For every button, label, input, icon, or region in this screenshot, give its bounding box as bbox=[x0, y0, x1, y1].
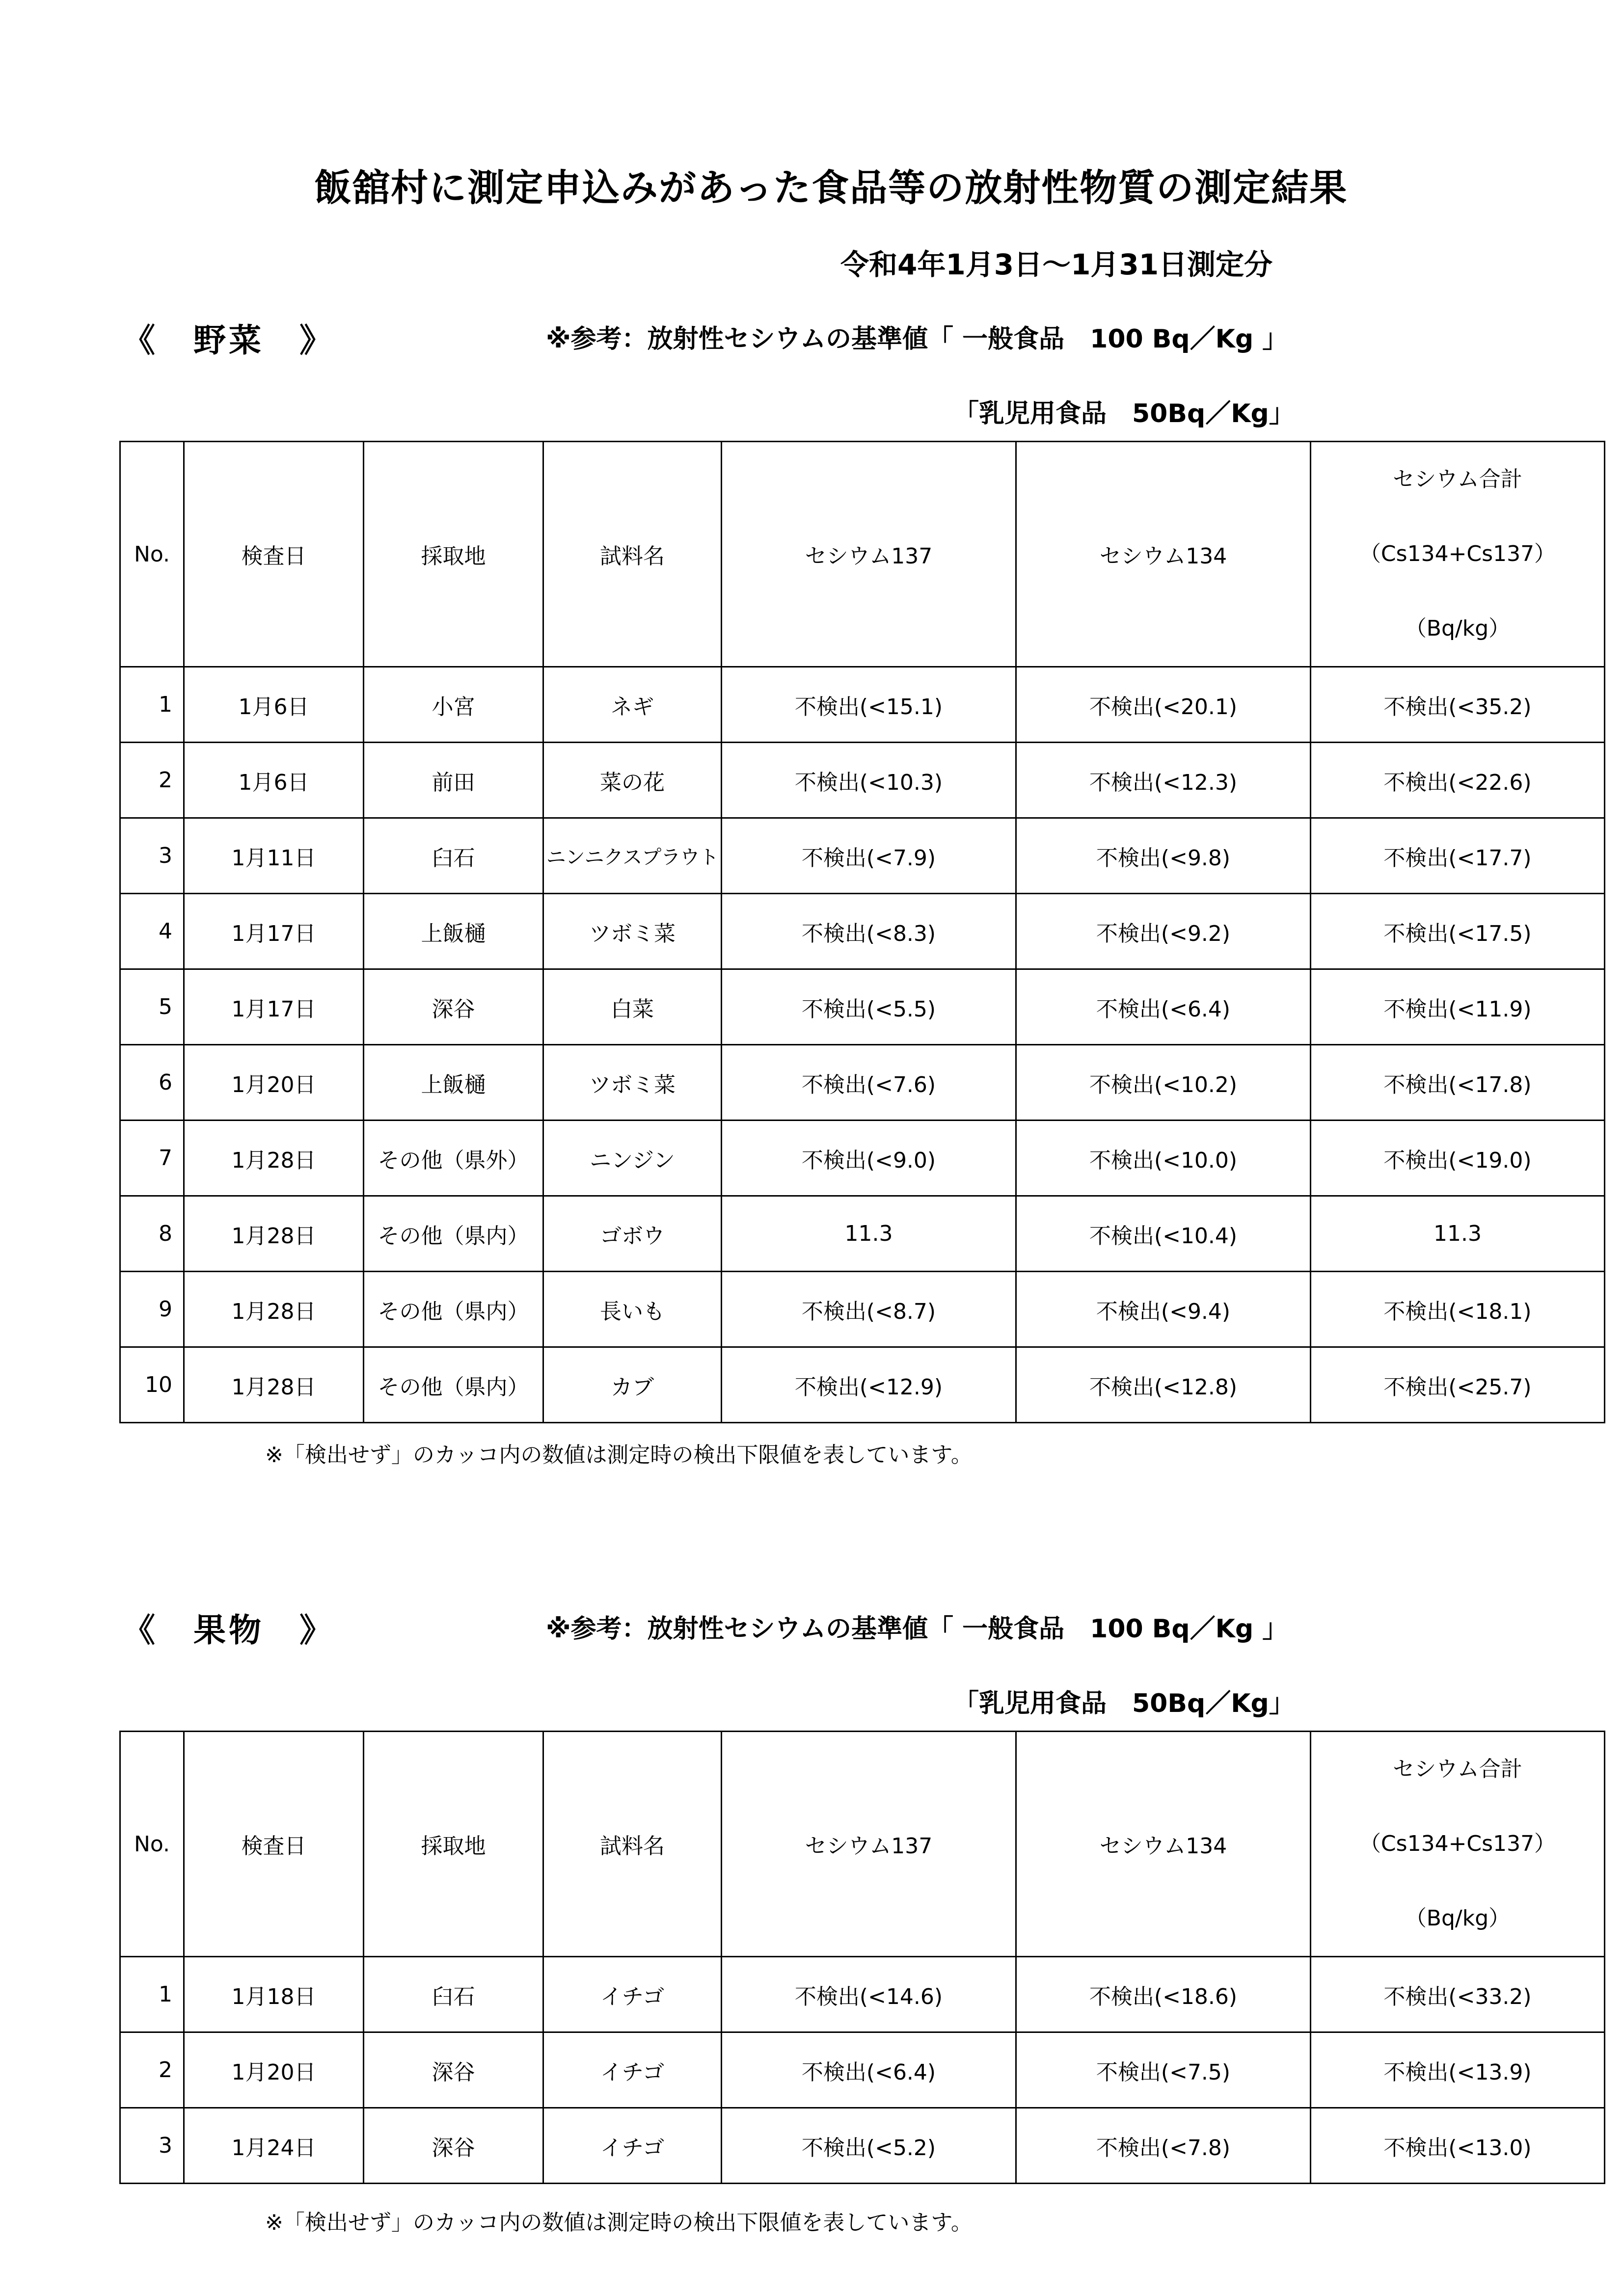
cell-no: 2 bbox=[120, 743, 184, 818]
cell-cs137: 不検出(<7.9) bbox=[722, 818, 1016, 894]
cell-cs134: 不検出(<7.5) bbox=[1016, 2032, 1311, 2108]
section-heading-fruits: 《 果物 》 bbox=[123, 1611, 335, 1649]
reference-standard-general: ※参考：放射性セシウムの基準値「 一般食品 100 Bq／Kg 」 bbox=[546, 324, 1288, 354]
cell-location: その他（県内） bbox=[364, 1272, 543, 1347]
cell-sample: ニンジン bbox=[543, 1121, 722, 1196]
cell-cs137: 不検出(<5.2) bbox=[722, 2108, 1016, 2184]
header-total-formula: （Cs134+Cs137） bbox=[1359, 541, 1556, 566]
cell-cs134: 不検出(<18.6) bbox=[1016, 1957, 1311, 2032]
cell-total: 11.3 bbox=[1311, 1196, 1605, 1272]
cell-date: 1月20日 bbox=[184, 1045, 364, 1121]
cell-no: 1 bbox=[120, 667, 184, 743]
cell-sample: ネギ bbox=[543, 667, 722, 743]
table-row bbox=[120, 1045, 1605, 1121]
header-location: 採取地 bbox=[364, 442, 543, 667]
cell-no: 3 bbox=[120, 818, 184, 894]
cell-no: 7 bbox=[120, 1121, 184, 1196]
cell-sample: ゴボウ bbox=[543, 1196, 722, 1272]
cell-cs134: 不検出(<12.3) bbox=[1016, 743, 1311, 818]
cell-cs134: 不検出(<9.2) bbox=[1016, 894, 1311, 969]
header-cs137: セシウム137 bbox=[722, 442, 1016, 667]
cell-date: 1月17日 bbox=[184, 894, 364, 969]
cell-cs134: 不検出(<6.4) bbox=[1016, 969, 1311, 1045]
header-date: 検査日 bbox=[184, 1732, 364, 1957]
reference-standard-general: ※参考：放射性セシウムの基準値「 一般食品 100 Bq／Kg 」 bbox=[546, 1614, 1288, 1644]
cell-cs137: 不検出(<12.9) bbox=[722, 1347, 1016, 1423]
cell-cs137: 不検出(<10.3) bbox=[722, 743, 1016, 818]
header-total-formula: （Cs134+Cs137） bbox=[1359, 1831, 1556, 1856]
cell-cs137: 不検出(<14.6) bbox=[722, 1957, 1016, 2032]
section-heading-vegetables: 《 野菜 》 bbox=[123, 321, 335, 359]
cell-location: 上飯樋 bbox=[364, 1045, 543, 1121]
page-title: 飯舘村に測定申込みがあった食品等の放射性物質の測定結果 bbox=[314, 166, 1348, 210]
table-header-row bbox=[120, 442, 1605, 667]
header-total-label: セシウム合計 bbox=[1393, 467, 1522, 492]
cell-total: 不検出(<35.2) bbox=[1311, 667, 1605, 743]
cell-location: 前田 bbox=[364, 743, 543, 818]
header-location: 採取地 bbox=[364, 1732, 543, 1957]
cell-no: 4 bbox=[120, 894, 184, 969]
cell-location: その他（県内） bbox=[364, 1347, 543, 1423]
cell-cs134: 不検出(<10.0) bbox=[1016, 1121, 1311, 1196]
cell-date: 1月6日 bbox=[184, 743, 364, 818]
cell-date: 1月28日 bbox=[184, 1347, 364, 1423]
cell-cs134: 不検出(<10.2) bbox=[1016, 1045, 1311, 1121]
cell-sample: ニンニクスプラウト bbox=[543, 818, 722, 894]
measurement-period: 令和4年1月3日～1月31日測定分 bbox=[840, 248, 1273, 281]
header-cs137: セシウム137 bbox=[722, 1732, 1016, 1957]
cell-date: 1月28日 bbox=[184, 1121, 364, 1196]
header-total bbox=[1311, 442, 1605, 667]
cell-no: 1 bbox=[120, 1957, 184, 2032]
cell-cs134: 不検出(<7.8) bbox=[1016, 2108, 1311, 2184]
table-row bbox=[120, 2108, 1605, 2184]
cell-sample: 長いも bbox=[543, 1272, 722, 1347]
cell-date: 1月24日 bbox=[184, 2108, 364, 2184]
header-no: No. bbox=[120, 1732, 184, 1957]
cell-sample: ツボミ菜 bbox=[543, 1045, 722, 1121]
cell-date: 1月28日 bbox=[184, 1196, 364, 1272]
cell-date: 1月18日 bbox=[184, 1957, 364, 2032]
cell-no: 3 bbox=[120, 2108, 184, 2184]
cell-sample: イチゴ bbox=[543, 1957, 722, 2032]
cell-location: 深谷 bbox=[364, 2032, 543, 2108]
table-row bbox=[120, 1347, 1605, 1423]
cell-no: 8 bbox=[120, 1196, 184, 1272]
table-row bbox=[120, 969, 1605, 1045]
cell-location: その他（県外） bbox=[364, 1121, 543, 1196]
table-row bbox=[120, 1196, 1605, 1272]
cell-date: 1月28日 bbox=[184, 1272, 364, 1347]
footnote-vegetables: ※「検出せず」のカッコ内の数値は測定時の検出下限値を表しています。 bbox=[265, 1442, 973, 1468]
cell-location: 臼石 bbox=[364, 1957, 543, 2032]
cell-date: 1月6日 bbox=[184, 667, 364, 743]
cell-location: 臼石 bbox=[364, 818, 543, 894]
cell-total: 不検出(<33.2) bbox=[1311, 1957, 1605, 2032]
cell-cs137: 不検出(<8.3) bbox=[722, 894, 1016, 969]
table-row bbox=[120, 894, 1605, 969]
header-total-unit: （Bq/kg） bbox=[1405, 1906, 1511, 1931]
cell-no: 10 bbox=[120, 1347, 184, 1423]
cell-no: 2 bbox=[120, 2032, 184, 2108]
cell-cs137: 不検出(<15.1) bbox=[722, 667, 1016, 743]
cell-location: その他（県内） bbox=[364, 1196, 543, 1272]
cell-total: 不検出(<13.9) bbox=[1311, 2032, 1605, 2108]
table-row bbox=[120, 667, 1605, 743]
reference-standard-infant: 「乳児用食品 50Bq／Kg」 bbox=[953, 399, 1295, 428]
table-row bbox=[120, 1272, 1605, 1347]
reference-standard-infant: 「乳児用食品 50Bq／Kg」 bbox=[953, 1689, 1295, 1718]
cell-sample: ツボミ菜 bbox=[543, 894, 722, 969]
table-row bbox=[120, 1957, 1605, 2032]
header-no: No. bbox=[120, 442, 184, 667]
cell-total: 不検出(<25.7) bbox=[1311, 1347, 1605, 1423]
cell-location: 深谷 bbox=[364, 969, 543, 1045]
cell-total: 不検出(<22.6) bbox=[1311, 743, 1605, 818]
cell-no: 9 bbox=[120, 1272, 184, 1347]
header-total-unit: （Bq/kg） bbox=[1405, 616, 1511, 641]
header-total bbox=[1311, 1732, 1605, 1957]
cell-cs134: 不検出(<9.4) bbox=[1016, 1272, 1311, 1347]
cell-total: 不検出(<17.7) bbox=[1311, 818, 1605, 894]
table-row bbox=[120, 2032, 1605, 2108]
cell-cs134: 不検出(<9.8) bbox=[1016, 818, 1311, 894]
cell-total: 不検出(<11.9) bbox=[1311, 969, 1605, 1045]
cell-sample: イチゴ bbox=[543, 2032, 722, 2108]
results-table-vegetables bbox=[119, 441, 1605, 1423]
header-total-label: セシウム合計 bbox=[1393, 1757, 1522, 1782]
cell-sample: カブ bbox=[543, 1347, 722, 1423]
header-cs134: セシウム134 bbox=[1016, 442, 1311, 667]
cell-cs137: 不検出(<9.0) bbox=[722, 1121, 1016, 1196]
header-sample: 試料名 bbox=[543, 1732, 722, 1957]
cell-total: 不検出(<17.5) bbox=[1311, 894, 1605, 969]
cell-cs134: 不検出(<10.4) bbox=[1016, 1196, 1311, 1272]
cell-cs137: 不検出(<8.7) bbox=[722, 1272, 1016, 1347]
cell-cs137: 不検出(<7.6) bbox=[722, 1045, 1016, 1121]
table-row bbox=[120, 743, 1605, 818]
cell-date: 1月11日 bbox=[184, 818, 364, 894]
header-sample: 試料名 bbox=[543, 442, 722, 667]
cell-cs137: 不検出(<5.5) bbox=[722, 969, 1016, 1045]
cell-sample: 菜の花 bbox=[543, 743, 722, 818]
footnote-fruits: ※「検出せず」のカッコ内の数値は測定時の検出下限値を表しています。 bbox=[265, 2210, 973, 2235]
cell-location: 深谷 bbox=[364, 2108, 543, 2184]
cell-sample: イチゴ bbox=[543, 2108, 722, 2184]
cell-location: 小宮 bbox=[364, 667, 543, 743]
cell-cs137: 11.3 bbox=[722, 1196, 1016, 1272]
cell-no: 6 bbox=[120, 1045, 184, 1121]
cell-no: 5 bbox=[120, 969, 184, 1045]
cell-sample: 白菜 bbox=[543, 969, 722, 1045]
cell-total: 不検出(<19.0) bbox=[1311, 1121, 1605, 1196]
cell-date: 1月20日 bbox=[184, 2032, 364, 2108]
table-row bbox=[120, 818, 1605, 894]
cell-location: 上飯樋 bbox=[364, 894, 543, 969]
results-table-fruits bbox=[119, 1731, 1605, 2184]
header-cs134: セシウム134 bbox=[1016, 1732, 1311, 1957]
header-date: 検査日 bbox=[184, 442, 364, 667]
cell-total: 不検出(<18.1) bbox=[1311, 1272, 1605, 1347]
cell-total: 不検出(<17.8) bbox=[1311, 1045, 1605, 1121]
cell-cs137: 不検出(<6.4) bbox=[722, 2032, 1016, 2108]
table-header-row bbox=[120, 1732, 1605, 1957]
cell-cs134: 不検出(<12.8) bbox=[1016, 1347, 1311, 1423]
table-row bbox=[120, 1121, 1605, 1196]
cell-cs134: 不検出(<20.1) bbox=[1016, 667, 1311, 743]
cell-date: 1月17日 bbox=[184, 969, 364, 1045]
cell-total: 不検出(<13.0) bbox=[1311, 2108, 1605, 2184]
